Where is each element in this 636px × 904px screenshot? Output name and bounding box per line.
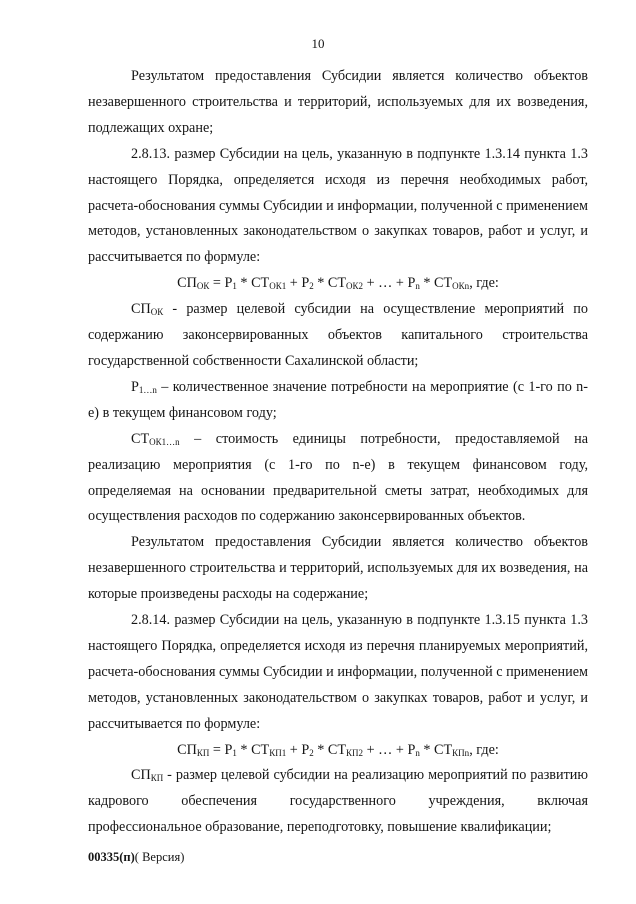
definition-p: $P_{1\dots n}$ – количественное значение потребности на мероприятие (с 1-го по n-е) в текущем финансовом году;: [88, 378, 588, 421]
document-code: 00335(п): [88, 850, 135, 864]
paragraph-2-8-13: 2.8.13. размер Субсидии на цель, указанную в подпункте 1.3.14 пункта 1.3 настоящего Порядка, определяется исходя из перечня необходимых работ, расчета-обоснования суммы Субсидии и информации, полученной с применением методов, установленных законодательством о закупках товаров, работ и услуг, и рассчитывается по формуле:: [88, 145, 588, 266]
document-body: [88, 64, 588, 841]
page-number: 10: [311, 36, 325, 51]
definition-sp-kp: $СП_{КП}$ - размер целевой субсидии на реализацию мероприятий по развитию кадрового обеспечения государственного учреждения, включая профессиональное образование, переподготовку, повышение квалификации;: [88, 767, 588, 836]
definition-sp-ok: $СП_{ОК}$ - размер целевой субсидии на осуществление мероприятий по содержанию законсервированных объектов капитального строительства государственной собственности Сахалинской области;: [88, 301, 588, 369]
paragraph-result-2: Результатом предоставления Субсидии является количество объектов незавершенного строительства и территорий, используемых для их возведения, на которые произведены расходы на содержание;: [88, 534, 588, 603]
formula-kp: $СП_{КП} = P_1 * СТ_{КП1} + P_2 * СТ_{КП2}$ + … + $P_n * СТ_{КПn}$, где:: [177, 741, 499, 758]
paragraph-2-8-14: 2.8.14. размер Субсидии на цель, указанную в подпункте 1.3.15 пункта 1.3 настоящего Порядка, определяется исходя из перечня планируемых мероприятий, расчета-обоснования суммы Субсидии и информации, полученной с применением методов, установленных законодательством о закупках товаров, работ и услуг, и рассчитывается по формуле:: [88, 612, 588, 732]
definition-st-ok: $СТ_{ОК1\dots n}$ – стоимость единицы потребности, предоставляемой на реализацию мероприятия (с 1-го по n-е) в текущем финансовом году, определяемая на основании предварительной сметы затрат, необходимых для осуществления расходов по содержанию законсервированных объектов.: [88, 430, 588, 525]
document-footer: [88, 850, 184, 865]
formula-ok: $СП_{ОК} = P_1 * СТ_{ОК1} + P_2 * СТ_{ОК2}$ + … + $P_n * СТ_{ОКn}$, где:: [177, 275, 499, 292]
paragraph-result-1: Результатом предоставления Субсидии является количество объектов незавершенного строительства и территорий, используемых для их возведения, подлежащих охране;: [88, 68, 588, 136]
document-version: ( Версия): [134, 850, 185, 864]
